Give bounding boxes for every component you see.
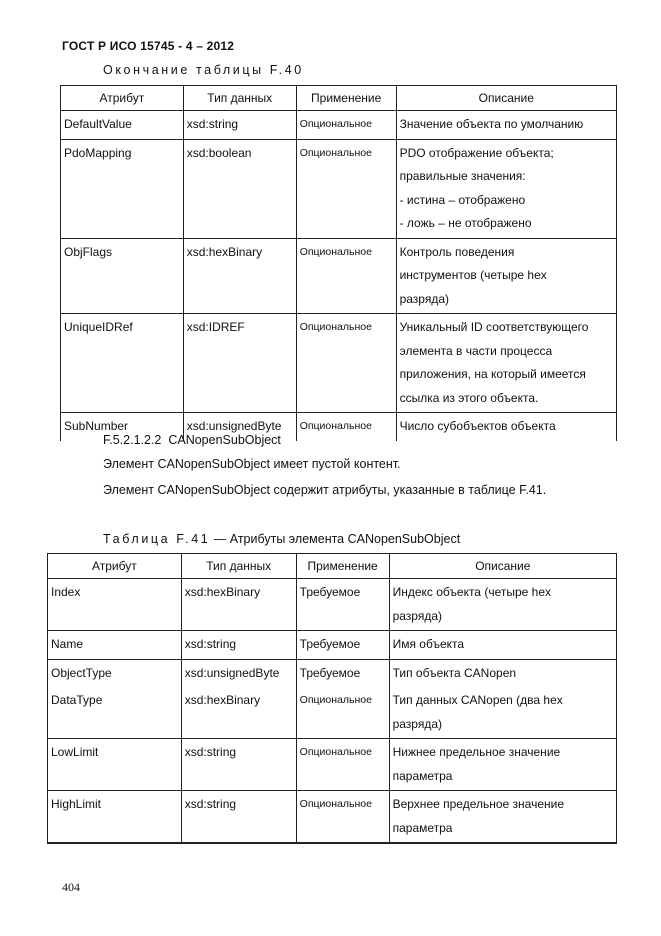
description-line: - ложь – не отображено — [399, 216, 532, 230]
description-line: Тип объекта CANopen — [392, 665, 517, 680]
cell-type: xsd:string — [181, 739, 296, 791]
cell-type: xsd:boolean — [183, 139, 296, 238]
cell-attribute: LowLimit — [48, 739, 182, 791]
table-f41-caption — [103, 532, 460, 546]
column-header: Применение — [296, 554, 389, 579]
cell-description — [396, 238, 616, 314]
description-line: Уникальный ID соответствующего — [399, 320, 589, 334]
cell-type: xsd:hexBinary — [181, 579, 296, 631]
table-row — [48, 631, 617, 660]
cell-type: xsd:hexBinary — [181, 687, 296, 739]
cell-usage: Опциональное — [296, 111, 396, 140]
cell-usage: Требуемое — [296, 579, 389, 631]
column-header: Описание — [389, 554, 616, 579]
cell-attribute: Name — [48, 631, 182, 660]
cell-description — [389, 739, 616, 791]
cell-usage: Опциональное — [296, 238, 396, 314]
description-line: ссылка из этого объекта. — [399, 390, 539, 405]
paragraph: Элемент CANopenSubObject содержит атрибуты, указанные в таблице F.41. — [103, 483, 547, 497]
document-header: ГОСТ Р ИСО 15745 - 4 – 2012 — [62, 39, 235, 53]
cell-type: xsd:unsignedByte — [181, 659, 296, 687]
cell-attribute: DefaultValue — [61, 111, 184, 140]
description-line: - истина – отображено — [399, 192, 526, 207]
cell-description — [389, 631, 616, 660]
column-header: Тип данных — [183, 86, 296, 111]
description-line: разряда) — [399, 291, 450, 306]
description-line: Индекс объекта (четыре hex — [392, 585, 551, 599]
table-row — [48, 791, 617, 844]
table-row — [48, 739, 617, 791]
caption-text: — Атрибуты элемента CANopenSubObject — [210, 532, 461, 546]
description-line: правильные значения: — [399, 169, 526, 183]
cell-description — [389, 687, 616, 739]
table-row — [48, 687, 617, 739]
cell-usage: Опциональное — [296, 314, 396, 413]
description-line: Верхнее предельное значение — [392, 797, 565, 811]
table-row — [48, 659, 617, 687]
description-line: Имя объекта — [392, 637, 465, 651]
table-row — [61, 111, 617, 140]
cell-attribute: SubNumber — [61, 413, 184, 441]
table-row — [61, 238, 617, 314]
description-line: параметра — [392, 820, 453, 835]
description-line: Число субобъектов объекта — [399, 419, 556, 433]
description-line: Нижнее предельное значение — [392, 745, 561, 759]
cell-type: xsd:string — [183, 111, 296, 140]
caption-label: Таблица F.41 — [103, 532, 211, 546]
cell-type: xsd:IDREF — [183, 314, 296, 413]
description-line: разряда) — [392, 716, 443, 731]
column-header: Атрибут — [61, 86, 184, 111]
section-number: F.5.2.1.2.2 — [103, 433, 162, 447]
description-line: Значение объекта по умолчанию — [399, 117, 584, 131]
description-line: Контроль поведения — [399, 244, 515, 259]
table-header-row — [61, 86, 617, 111]
cell-type: xsd:string — [181, 791, 296, 844]
description-line: элемента в части процесса — [399, 343, 553, 358]
section-title: CANopenSubObject — [168, 433, 281, 447]
table-f40-caption: Окончание таблицы F.40 — [103, 63, 304, 77]
description-line: инструментов (четыре hex — [399, 268, 547, 282]
cell-usage: Опциональное — [296, 739, 389, 791]
cell-usage: Требуемое — [296, 659, 389, 687]
cell-usage: Опциональное — [296, 791, 389, 844]
cell-attribute: PdoMapping — [61, 139, 184, 238]
column-header: Применение — [296, 86, 396, 111]
table-header-row — [48, 554, 617, 579]
cell-attribute: DataType — [48, 687, 182, 739]
table-row — [48, 579, 617, 631]
table-row — [61, 139, 617, 238]
cell-usage: Опциональное — [296, 687, 389, 739]
cell-attribute: HighLimit — [48, 791, 182, 844]
cell-description — [389, 791, 616, 844]
cell-type: xsd:unsignedByte — [183, 413, 296, 441]
column-header: Атрибут — [48, 554, 182, 579]
table-f41 — [47, 553, 617, 844]
description-line: приложения, на который имеется — [399, 367, 586, 381]
table-row — [61, 314, 617, 413]
cell-usage: Опциональное — [296, 413, 396, 441]
cell-attribute: ObjectType — [48, 659, 182, 687]
cell-usage: Опциональное — [296, 139, 396, 238]
page-number: 404 — [62, 880, 80, 894]
cell-description — [396, 111, 616, 140]
cell-description — [396, 139, 616, 238]
cell-attribute: ObjFlags — [61, 238, 184, 314]
paragraph: Элемент CANopenSubObject имеет пустой контент. — [103, 457, 401, 471]
cell-type: xsd:hexBinary — [183, 238, 296, 314]
cell-description — [389, 659, 616, 687]
column-header: Тип данных — [181, 554, 296, 579]
column-header: Описание — [396, 86, 616, 111]
cell-attribute: UniqueIDRef — [61, 314, 184, 413]
cell-usage: Требуемое — [296, 631, 389, 660]
section-heading — [103, 428, 639, 452]
description-line: PDO отображение объекта; — [399, 145, 554, 160]
table-f40 — [60, 85, 617, 441]
description-line: параметра — [392, 768, 453, 783]
cell-description — [389, 579, 616, 631]
cell-attribute: Index — [48, 579, 182, 631]
cell-type: xsd:string — [181, 631, 296, 660]
cell-description — [396, 314, 616, 413]
description-line: разряда) — [392, 608, 443, 623]
description-line: Тип данных CANopen (два hex — [392, 693, 563, 707]
